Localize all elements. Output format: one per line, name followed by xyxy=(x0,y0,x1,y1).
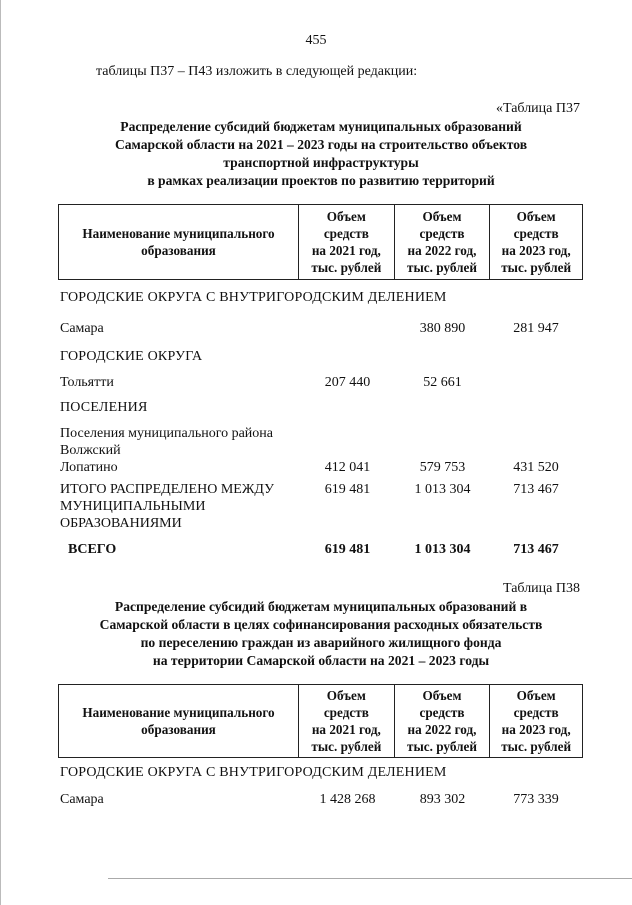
title-line: в рамках реализации проектов по развитию территорий xyxy=(147,173,495,188)
header-2022: Объем средств на 2022 год, тыс. рублей xyxy=(394,685,490,758)
header-2023: Объем средств на 2023 год, тыс. рублей xyxy=(490,205,583,280)
title-line: по переселению граждан из аварийного жилищного фонда xyxy=(140,635,502,650)
table-p37-label: «Таблица П37 xyxy=(496,101,580,116)
table-p38-label: Таблица П38 xyxy=(503,581,580,596)
section-heading: ГОРОДСКИЕ ОКРУГА xyxy=(60,349,203,364)
intro-text: таблицы П37 – П43 изложить в следующей редакции: xyxy=(96,64,418,79)
title-line: Распределение субсидий бюджетам муниципальных образований xyxy=(120,119,522,134)
page-number: 455 xyxy=(305,33,327,48)
title-line: на территории Самарской области на 2021 – 2023 годы xyxy=(152,653,490,668)
table-p37-title xyxy=(60,118,582,190)
title-line: Самарской области на 2021 – 2023 годы на строительство объектов xyxy=(114,137,528,152)
page-bottom-line xyxy=(108,878,632,879)
scan-edge-line xyxy=(0,0,1,905)
title-line: Распределение субсидий бюджетам муниципальных образований в xyxy=(114,599,528,614)
title-line: Самарской области в целях софинансирования расходных обязательств xyxy=(99,617,543,632)
section-heading: ПОСЕЛЕНИЯ xyxy=(60,400,148,415)
header-2023: Объем средств на 2023 год, тыс. рублей xyxy=(490,685,583,758)
subgroup-label: Поселения муниципального района Волжский xyxy=(60,426,274,458)
header-2022: Объем средств на 2022 год, тыс. рублей xyxy=(394,205,490,280)
header-2021: Объем средств на 2021 год, тыс. рублей xyxy=(299,205,395,280)
title-line: транспортной инфраструктуры xyxy=(223,155,419,170)
table-p38-title xyxy=(60,598,582,670)
header-municipality: Наименование муниципального образования xyxy=(59,205,299,280)
header-2021: Объем средств на 2021 год, тыс. рублей xyxy=(299,685,395,758)
header-municipality: Наименование муниципального образования xyxy=(59,685,299,758)
table-p38-header xyxy=(58,684,583,758)
section-heading: ГОРОДСКИЕ ОКРУГА С ВНУТРИГОРОДСКИМ ДЕЛЕНИЕМ xyxy=(60,765,447,780)
table-p37-header xyxy=(58,204,583,280)
section-heading: ГОРОДСКИЕ ОКРУГА С ВНУТРИГОРОДСКИМ ДЕЛЕНИЕМ xyxy=(60,290,447,305)
